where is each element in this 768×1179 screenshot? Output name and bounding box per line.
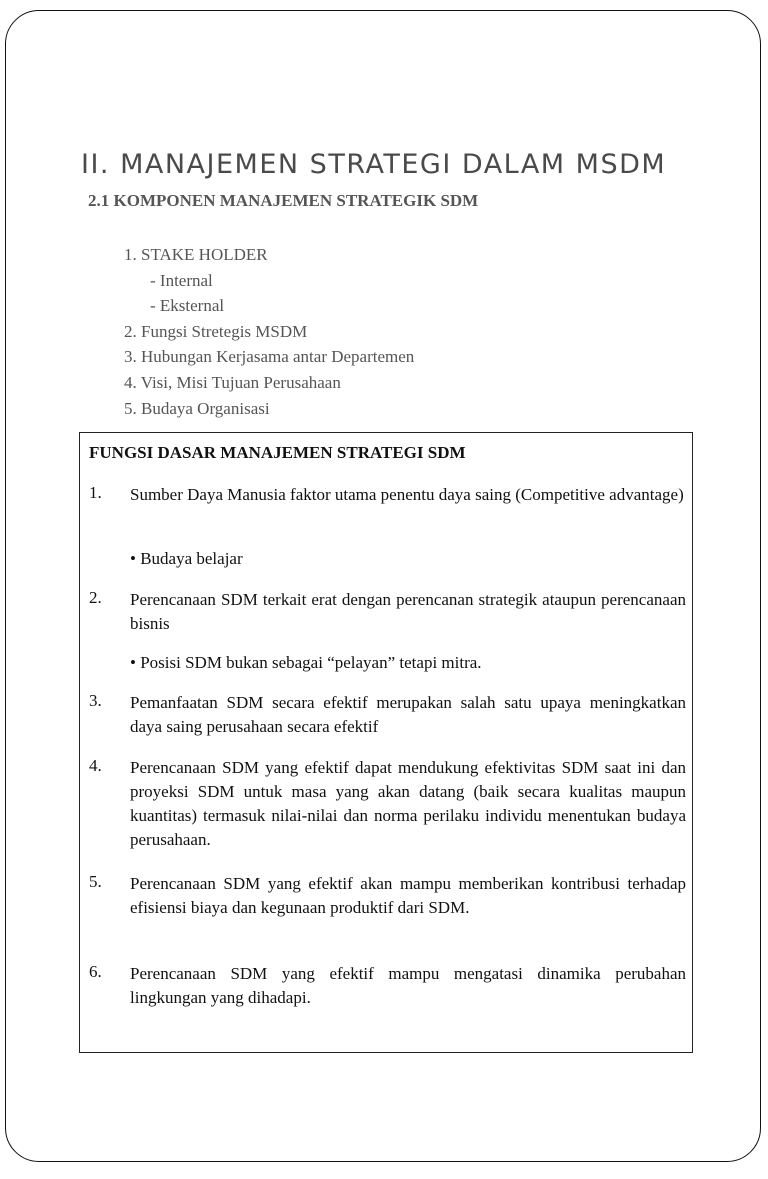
functions-box — [79, 432, 693, 1053]
item-number: 4. — [89, 756, 102, 775]
item-number: 1. — [89, 483, 102, 502]
page-title: II. MANAJEMEN STRATEGI DALAM MSDM — [81, 149, 667, 180]
bullet-item: • Posisi SDM bukan sebagai “pelayan” tetapi mitra. — [130, 653, 482, 672]
function-item — [89, 756, 686, 852]
list-item: - Internal — [150, 270, 213, 290]
list-item: 2. Fungsi Stretegis MSDM — [124, 321, 308, 341]
function-item — [89, 588, 686, 636]
item-text: Sumber Daya Manusia faktor utama penentu daya saing (Competitive advantage) — [130, 485, 684, 504]
function-item — [89, 691, 686, 739]
box-title: FUNGSI DASAR MANAJEMEN STRATEGI SDM — [89, 443, 466, 462]
item-text: Perencanaan SDM terkait erat dengan perencanan strategik ataupun perencanaan bisnis — [130, 590, 686, 633]
item-number: 3. — [89, 691, 102, 710]
list-item: - Eksternal — [150, 296, 225, 316]
item-text: Perencanaan SDM yang efektif dapat mendukung efektivitas SDM saat ini dan proyeksi SDM untuk masa yang akan datang (baik secara kualitas maupun kuantitas) termasuk nilai-nilai dan norma perilaku individu menentukan budaya perusahaan. — [130, 758, 686, 849]
section-subtitle: 2.1 KOMPONEN MANAJEMEN STRATEGIK SDM — [88, 191, 479, 210]
item-number: 5. — [89, 872, 102, 891]
bullet-item: • Budaya belajar — [130, 549, 243, 568]
item-text: Perencanaan SDM yang efektif akan mampu memberikan kontribusi terhadap efisiensi biaya dan kegunaan produktif dari SDM. — [130, 874, 686, 917]
item-text: Perencanaan SDM yang efektif mampu mengatasi dinamika perubahan lingkungan yang dihadapi. — [130, 964, 686, 1007]
component-list — [124, 242, 414, 421]
item-text: Pemanfaatan SDM secara efektif merupakan salah satu upaya meningkatkan daya saing perusahaan secara efektif — [130, 693, 686, 736]
list-item: 4. Visi, Misi Tujuan Perusahaan — [124, 372, 341, 392]
list-item: 3. Hubungan Kerjasama antar Departemen — [124, 347, 415, 367]
function-item — [89, 872, 686, 920]
list-item: 1. STAKE HOLDER — [124, 245, 268, 264]
list-item: 5. Budaya Organisasi — [124, 398, 270, 418]
function-item — [89, 962, 686, 1010]
function-item — [89, 483, 686, 507]
item-number: 2. — [89, 588, 102, 607]
item-number: 6. — [89, 962, 102, 981]
